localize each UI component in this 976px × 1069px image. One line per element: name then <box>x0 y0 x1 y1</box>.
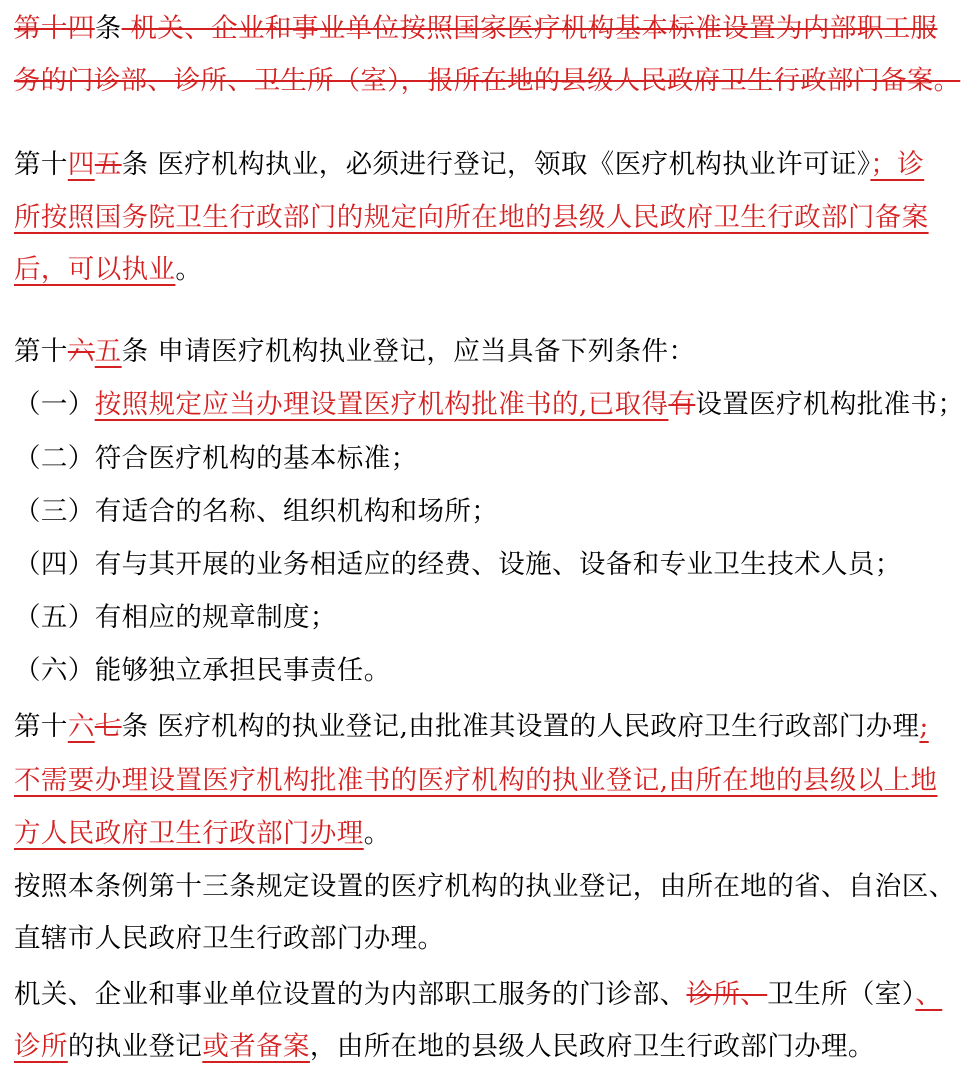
inserted-text: 诊所 <box>14 1031 68 1062</box>
article-16-para-2-line-2 <box>14 922 444 956</box>
body-text: 机关、企业和事业单位设置的为内部职工服务的门诊部、 <box>14 979 687 1010</box>
body-text: 设置医疗机构批准书； <box>695 389 965 420</box>
inserted-text: 不需要办理设置医疗机构批准书的医疗机构的执业登记,由所在地的县级以上地 <box>14 765 938 796</box>
article-16-line-2 <box>14 764 937 798</box>
body-text: 第十 <box>14 711 68 742</box>
body-text: （二）符合医疗机构的基本标准； <box>14 443 418 474</box>
inserted-text: ；诊 <box>870 149 925 180</box>
deleted-text: 务的门诊部、诊所、卫生所（室），报所在地的县级人民政府卫生行政部门备案。 <box>14 66 961 96</box>
deleted-text: 机关、企业和事业单位按照国家医疗机构基本标准设置为内部职工服 <box>121 13 938 44</box>
body-text: 的执业登记 <box>67 1031 203 1062</box>
article-16-line-1 <box>14 710 929 744</box>
condition-1 <box>14 388 964 422</box>
condition-6 <box>14 654 391 688</box>
body-text: （三）有适合的名称、组织机构和场所； <box>14 496 499 527</box>
inserted-text: 按照规定应当办理设置医疗机构批准书的,已取得 <box>94 389 669 420</box>
body-text: 条 医疗机构执业，必须进行登记，领取《医疗机构执业许可证》 <box>121 149 871 180</box>
article-14-line-3 <box>14 253 202 287</box>
body-text: （四）有与其开展的业务相适应的经费、设施、设备和专业卫生技术人员； <box>14 549 902 580</box>
inserted-text: 后，可以执业 <box>14 254 176 285</box>
deleted-text: 七 <box>94 711 122 742</box>
article-14-deleted-line-1 <box>14 12 937 46</box>
body-text: 条 医疗机构的执业登记,由批准其设置的人民政府卫生行政部门办理 <box>121 711 920 742</box>
inserted-text: 五 <box>94 336 122 367</box>
body-text: 按照本条例第十三条规定设置的医疗机构的执业登记，由所在地的省、自治区、 <box>14 871 956 902</box>
inserted-text: 、 <box>915 979 943 1010</box>
article-16-para-2-line-1 <box>14 870 956 904</box>
condition-3 <box>14 495 498 529</box>
deleted-text: 五 <box>94 149 122 180</box>
condition-2 <box>14 442 418 476</box>
body-text: 条 申请医疗机构执业登记，应当具备下列条件： <box>121 336 696 367</box>
inserted-text: ; <box>919 711 929 742</box>
body-text: （六）能够独立承担民事责任。 <box>14 655 391 686</box>
article-16-para-3-line-1 <box>14 978 942 1012</box>
deleted-text: 第十四 <box>14 13 95 44</box>
article-16-line-3 <box>14 817 391 851</box>
article-14-line-1 <box>14 148 924 182</box>
body-text: 条 <box>94 13 122 44</box>
body-text: （五）有相应的规章制度； <box>14 602 337 633</box>
article-15-heading <box>14 335 695 369</box>
inserted-text: 所按照国务院卫生行政部门的规定向所在地的县级人民政府卫生行政部门备案 <box>14 202 929 233</box>
inserted-text: 六 <box>67 711 95 742</box>
deleted-text: 有 <box>668 389 696 420</box>
body-text: （一） <box>14 389 95 420</box>
body-text: 。 <box>363 818 391 849</box>
inserted-text: 方人民政府卫生行政部门办理 <box>14 818 364 849</box>
article-16-para-3-line-2 <box>14 1030 875 1064</box>
article-14-deleted-line-2 <box>14 64 960 98</box>
inserted-text: 或者备案 <box>202 1031 310 1062</box>
body-text: 直辖市人民政府卫生行政部门办理。 <box>14 923 445 954</box>
body-text: 第十 <box>14 149 68 180</box>
inserted-text: 四 <box>67 149 95 180</box>
article-14-line-2 <box>14 201 929 235</box>
condition-5 <box>14 601 337 635</box>
body-text: 。 <box>175 254 203 285</box>
condition-4 <box>14 548 902 582</box>
deleted-text: 六 <box>67 336 95 367</box>
body-text: 第十 <box>14 336 68 367</box>
deleted-text: 诊所、 <box>686 979 768 1010</box>
body-text: ，由所在地的县级人民政府卫生行政部门办理。 <box>309 1031 875 1062</box>
body-text: 卫生所（室） <box>767 979 916 1010</box>
